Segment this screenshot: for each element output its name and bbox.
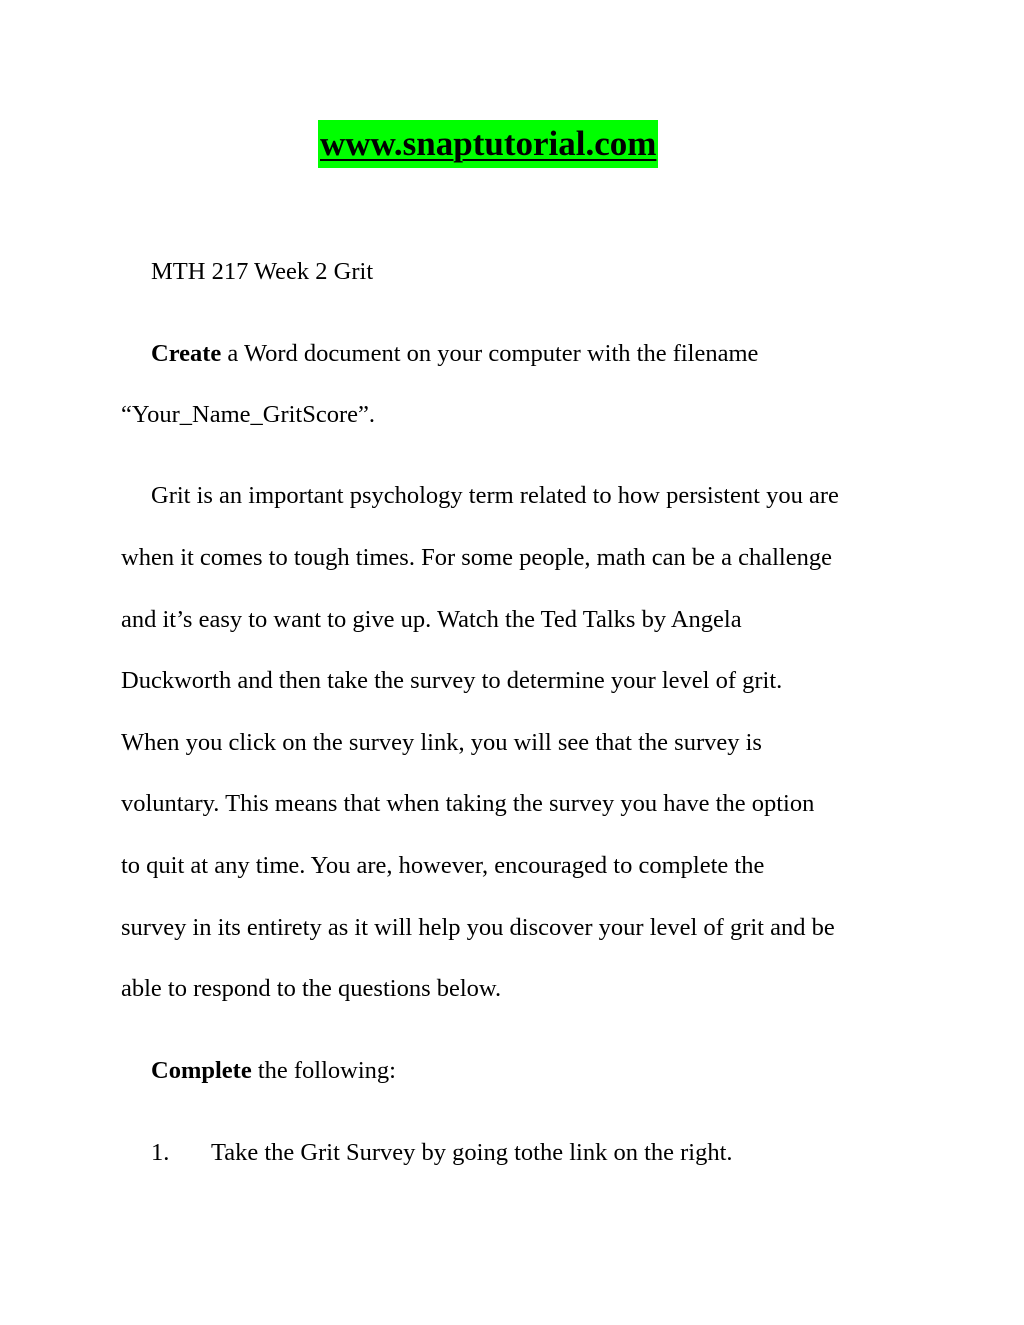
create-label: Create xyxy=(151,340,222,367)
grit-paragraph-line: to quit at any time. You are, however, encouraged to complete the xyxy=(121,852,765,879)
filename-text: “Your_Name_GritScore”. xyxy=(121,401,376,428)
grit-paragraph-line: and it’s easy to want to give up. Watch the Ted Talks by Angela xyxy=(121,606,742,633)
create-text: a Word document on your computer with the filename xyxy=(221,340,759,367)
grit-paragraph-line: voluntary. This means that when taking the survey you have the option xyxy=(121,790,815,817)
complete-label: Complete xyxy=(151,1057,252,1084)
complete-text: the following: xyxy=(251,1057,396,1084)
site-link[interactable]: www.snaptutorial.com xyxy=(318,120,658,168)
grit-paragraph-line: Grit is an important psychology term related to how persistent you are xyxy=(151,482,839,509)
grit-paragraph-line: when it comes to tough times. For some people, math can be a challenge xyxy=(121,544,832,571)
list-item-text: Take the Grit Survey by going tothe link on the right. xyxy=(211,1139,733,1166)
complete-heading xyxy=(151,1056,396,1086)
create-instruction xyxy=(151,339,758,369)
grit-paragraph-line: survey in its entirety as it will help you discover your level of grit and be xyxy=(121,914,835,941)
list-item-number: 1. xyxy=(151,1139,170,1166)
grit-paragraph-line: When you click on the survey link, you will see that the survey is xyxy=(121,729,762,756)
grit-paragraph-line: able to respond to the questions below. xyxy=(121,975,502,1002)
grit-paragraph-line: Duckworth and then take the survey to determine your level of grit. xyxy=(121,667,783,694)
document-title: MTH 217 Week 2 Grit xyxy=(151,258,374,285)
